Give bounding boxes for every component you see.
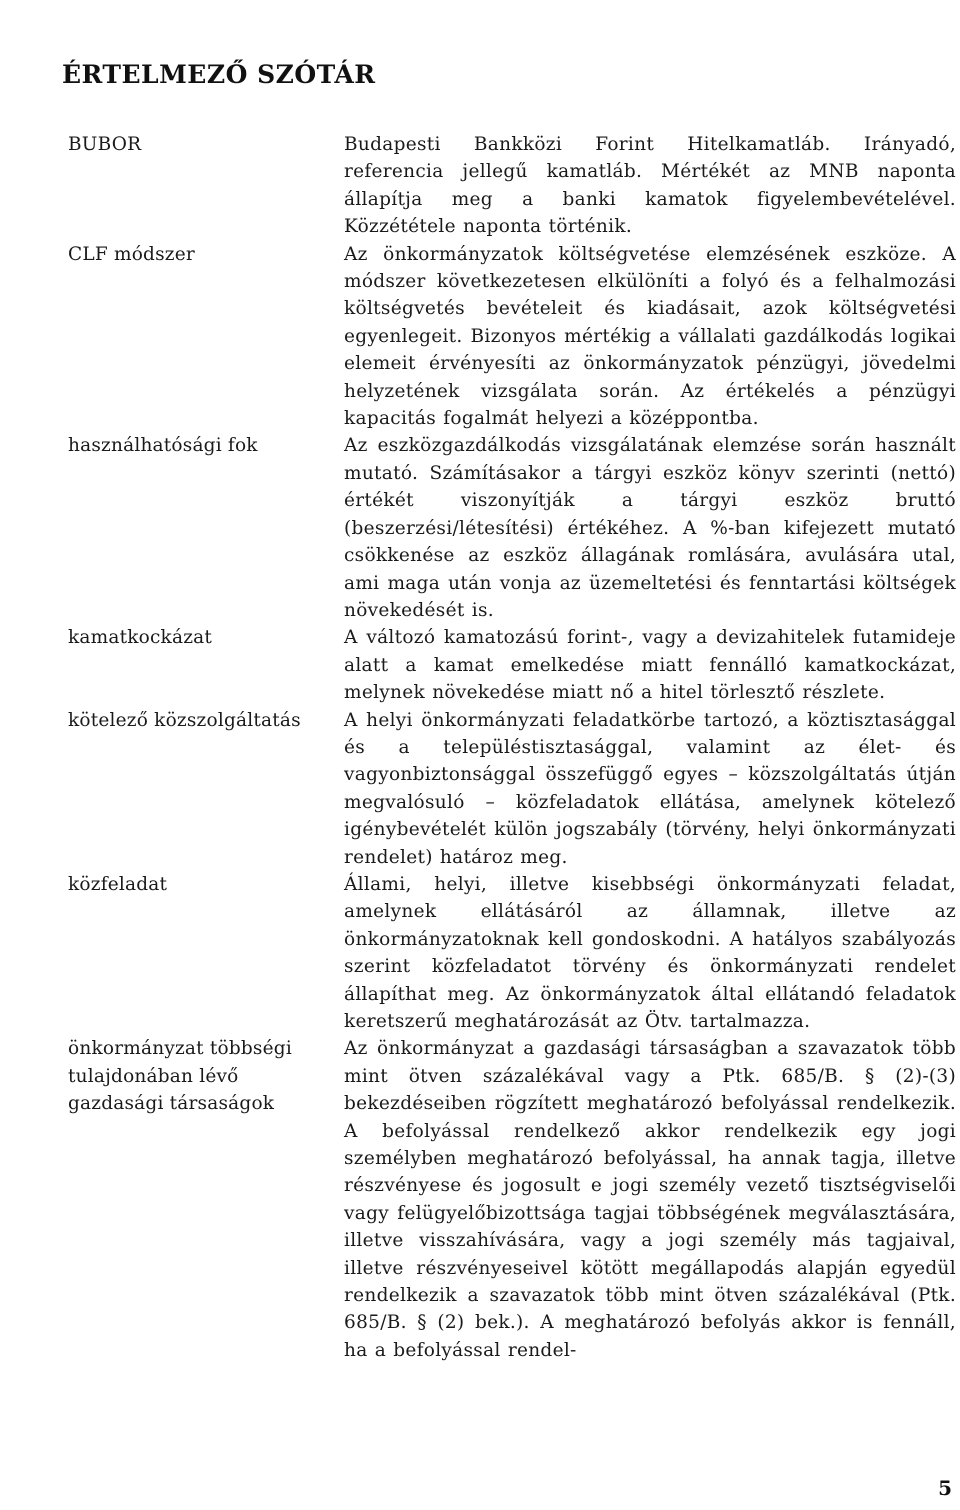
glossary-entry-onkormanyzati-tarsasagok: [68, 1035, 956, 1364]
glossary-definition: Állami, helyi, illetve kisebbségi önkormányzati feladat, amelynek ellátásáról az államnak, illetve az önkormányzatoknak kell gondoskodni. A hatályos szabályozás szerint közfeladatot törvény és önkormányzati rendelet állapíthat meg. Az önkormányzatok által ellátandó feladatok keretszerű meghatározását az Ötv. tartalmazza.: [344, 873, 956, 1032]
glossary-term: önkormányzat többségi tulajdonában lévő gazdasági társaságok: [68, 1038, 292, 1115]
glossary-term: használhatósági fok: [68, 435, 258, 457]
glossary-entry-hasznalhatosagi-fok: [68, 432, 956, 624]
glossary-definition: Az önkormányzat a gazdasági társaságban a szavazatok több mint ötven százalékával vagy a Ptk. 685/B. § (2)-(3) bekezdéseiben rögzített meghatározó befolyással rendelkezik. A befolyással rendelkező akkor rendelkezik egy jogi személyben meghatározó befolyással, ha annak tagja, illetve részvényese és jogosult e jogi személy vezető tisztségviselői vagy felügyelőbizottsága tagjai többségének megválasztására, illetve visszahívására, vagy a jogi személy más tagjaival, illetve részvényeseivel kötött megállapodás alapján egyedül rendelkezik a szavazatok több mint ötven százalékával (Ptk. 685/B. § (2) bek.). A meghatározó befolyás akkor is fennáll, ha a befolyással rendel-: [344, 1038, 956, 1361]
glossary-entry-kotelezo-kozszolgaltatas: [68, 707, 956, 871]
glossary-definition: Az önkormányzatok költségvetése elemzésének eszköze. A módszer következetesen elkülöníti a folyó és a felhalmozási költségvetés bevételeit és kiadásait, azok költségvetési egyenlegeit. Bizonyos mértékig a vállalati gazdálkodás logikai elemeit érvényesíti az önkormányzatok pénzügyi, jövedelmi helyzetének vizsgálata során. Az értékelés a pénzügyi kapacitás fogalmát helyezi a középpontba.: [344, 243, 956, 430]
glossary-term: kötelező közszolgáltatás: [68, 709, 301, 731]
glossary-term: kamatkockázat: [68, 627, 213, 649]
glossary-entry-kozfeladat: [68, 871, 956, 1035]
glossary-entry-bubor: [68, 131, 956, 241]
page-number: 5: [938, 1476, 952, 1500]
glossary-entry-clf-modszer: [68, 241, 956, 433]
glossary-list: [68, 131, 956, 1364]
glossary-definition: A helyi önkormányzati feladatkörbe tartozó, a köztisztasággal és a településtisztasággal, valamint az élet- és vagyonbiztonsággal összefüggő egyes – közszolgáltatás útján megvalósuló – közfeladatok ellátása, amelynek kötelező igénybevételét külön jogszabály (törvény, helyi önkormányzati rendelet) határoz meg.: [344, 709, 956, 868]
page-title: ÉRTELMEZŐ SZÓTÁR: [62, 60, 376, 89]
glossary-term: BUBOR: [68, 134, 142, 155]
glossary-definition: A változó kamatozású forint-, vagy a devizahitelek futamideje alatt a kamat emelkedése miatt fennálló kamatkockázat, melynek növekedése miatt nő a hitel törlesztő részlete.: [344, 627, 956, 704]
glossary-term: közfeladat: [68, 873, 168, 895]
glossary-definition: Az eszközgazdálkodás vizsgálatának elemzése során használt mutató. Számításakor a tárgyi eszköz könyv szerinti (nettó) értékét viszonyítják a tárgyi eszköz bruttó (beszerzési/létesítési) értékéhez. A %-ban kifejezett mutató csökkenése az eszköz állagának romlására, avulására utal, ami maga után vonja az üzemeltetési és fenntartási költségek növekedését is.: [344, 435, 956, 621]
glossary-definition: Budapesti Bankközi Forint Hitelkamatláb. Irányadó, referencia jellegű kamatláb. Mértékét az MNB naponta állapítja meg a banki kamatok figyelembevételével. Közzététele naponta történik.: [344, 134, 956, 238]
glossary-entry-kamatkockazat: [68, 624, 956, 706]
glossary-term: CLF módszer: [68, 243, 195, 265]
